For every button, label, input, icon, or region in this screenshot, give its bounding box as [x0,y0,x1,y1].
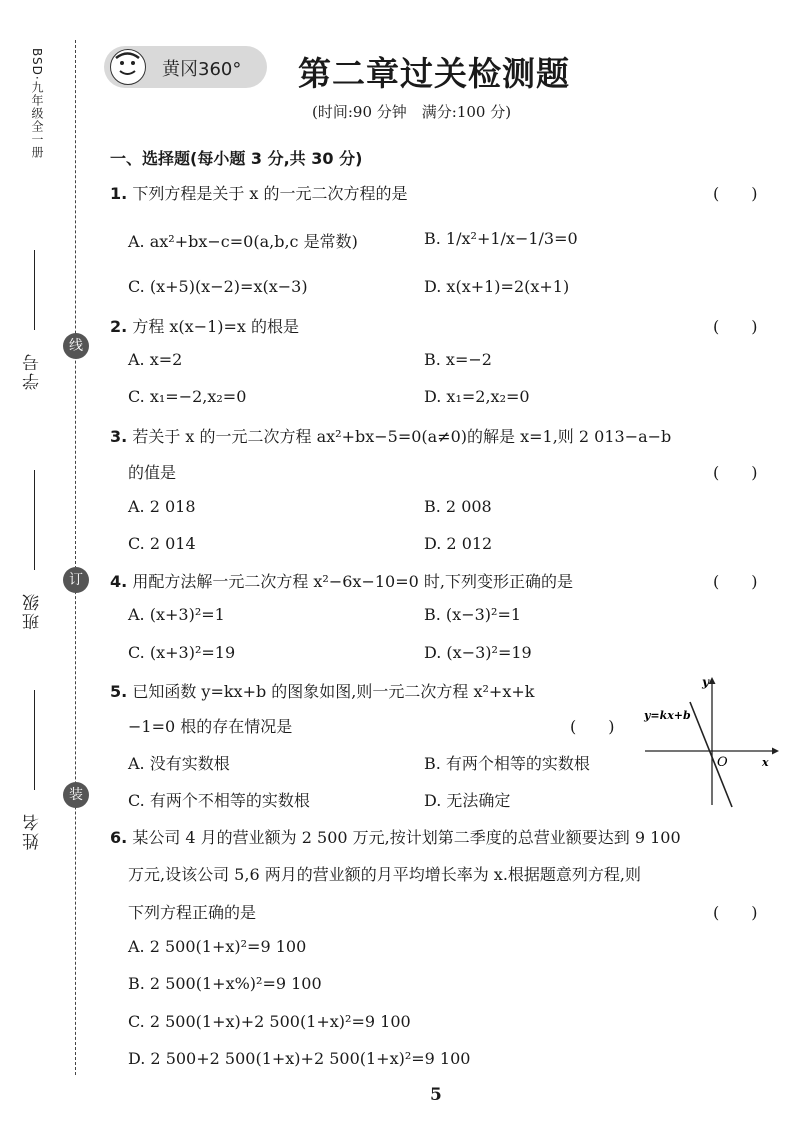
x-axis-arrow [772,748,779,755]
student-id-field[interactable] [34,250,35,330]
x-axis-label: x [762,756,769,769]
question-4-option-a: A. (x+3)²=1 [128,605,225,624]
question-3-option-c: C. 2 014 [128,534,196,553]
question-1-stem: 1. 下列方程是关于 x 的一元二次方程的是 [110,184,408,203]
question-5-stem: 5. 已知函数 y=kx+b 的图象如图,则一元二次方程 x²+x+k [110,682,535,701]
question-2-stem: 2. 方程 x(x−1)=x 的根是 [110,317,300,336]
question-3-option-b: B. 2 008 [424,497,492,516]
question-1-option-c: C. (x+5)(x−2)=x(x−3) [128,277,308,296]
question-2-option-d: D. x₁=2,x₂=0 [424,387,530,406]
line-label: y=kx+b [644,709,691,722]
brand-logo [104,46,267,88]
y-axis-label: y [702,675,709,689]
class-label: 班级 [23,592,43,630]
question-5-option-c: C. 有两个不相等的实数根 [128,791,310,810]
logo-text: 黄冈360° [162,59,242,80]
question-1-answer-blank[interactable]: ( ) [713,184,758,203]
book-code: BSD·九年级全一册 [30,48,44,159]
question-2-answer-blank[interactable]: ( ) [713,317,758,336]
linear-function-graph [640,672,780,812]
y-axis-arrow [709,677,716,684]
question-6-option-c: C. 2 500(1+x)+2 500(1+x)²=9 100 [128,1012,411,1031]
question-4-option-c: C. (x+3)²=19 [128,643,236,662]
binding-dashed-line [75,40,76,1075]
question-1-option-d: D. x(x+1)=2(x+1) [424,277,570,296]
binding-mark-line: 线 [63,333,89,359]
question-4-option-d: D. (x−3)²=19 [424,643,532,662]
question-5-answer-blank[interactable]: ( ) [570,717,615,736]
question-2-option-b: B. x=−2 [424,350,492,369]
question-1-option-b: B. 1/x²+1/x−1/3=0 [424,229,578,248]
page-number: 5 [430,1085,442,1105]
question-2-option-c: C. x₁=−2,x₂=0 [128,387,247,406]
question-6-option-d: D. 2 500+2 500(1+x)+2 500(1+x)²=9 100 [128,1049,471,1068]
question-6-stem: 6. 某公司 4 月的营业额为 2 500 万元,按计划第二季度的总营业额要达到 9 100 [110,828,681,847]
question-6-stem-cont-2: 下列方程正确的是 [128,903,257,922]
question-6-answer-blank[interactable]: ( ) [713,903,758,922]
name-label: 姓名 [23,812,43,850]
question-6-option-a: A. 2 500(1+x)²=9 100 [128,937,307,956]
question-3-stem-cont: 的值是 [128,463,177,482]
question-3-answer-blank[interactable]: ( ) [713,463,758,482]
name-field[interactable] [34,690,35,790]
question-3-option-d: D. 2 012 [424,534,493,553]
question-4-answer-blank[interactable]: ( ) [713,572,758,591]
question-6-option-b: B. 2 500(1+x%)²=9 100 [128,974,322,993]
binding-mark-staple: 订 [63,567,89,593]
student-id-label: 学号 [23,352,43,390]
origin-label: O [717,755,728,770]
question-4-stem: 4. 用配方法解一元二次方程 x²−6x−10=0 时,下列变形正确的是 [110,572,573,591]
question-2-option-a: A. x=2 [128,350,183,369]
question-3-stem: 3. 若关于 x 的一元二次方程 ax²+bx−5=0(a≠0)的解是 x=1,则 2 013−a−b [110,427,672,446]
section-heading: 一、选择题(每小题 3 分,共 30 分) [110,149,363,168]
question-3-option-a: A. 2 018 [128,497,196,516]
exam-info: (时间:90 分钟 满分:100 分) [312,103,512,121]
question-5-option-b: B. 有两个相等的实数根 [424,754,590,773]
question-4-option-b: B. (x−3)²=1 [424,605,522,624]
question-5-option-a: A. 没有实数根 [128,754,230,773]
question-5-option-d: D. 无法确定 [424,791,511,810]
class-field[interactable] [34,470,35,570]
question-5-stem-cont: −1=0 根的存在情况是 [128,717,293,736]
mascot-icon [110,49,146,85]
question-1-option-a: A. ax²+bx−c=0(a,b,c 是常数) [128,232,358,251]
question-6-stem-cont: 万元,设该公司 5,6 两月的营业额的月平均增长率为 x.根据题意列方程,则 [128,865,641,884]
page-title: 第二章过关检测题 [298,54,570,93]
binding-mark-bind: 装 [63,782,89,808]
